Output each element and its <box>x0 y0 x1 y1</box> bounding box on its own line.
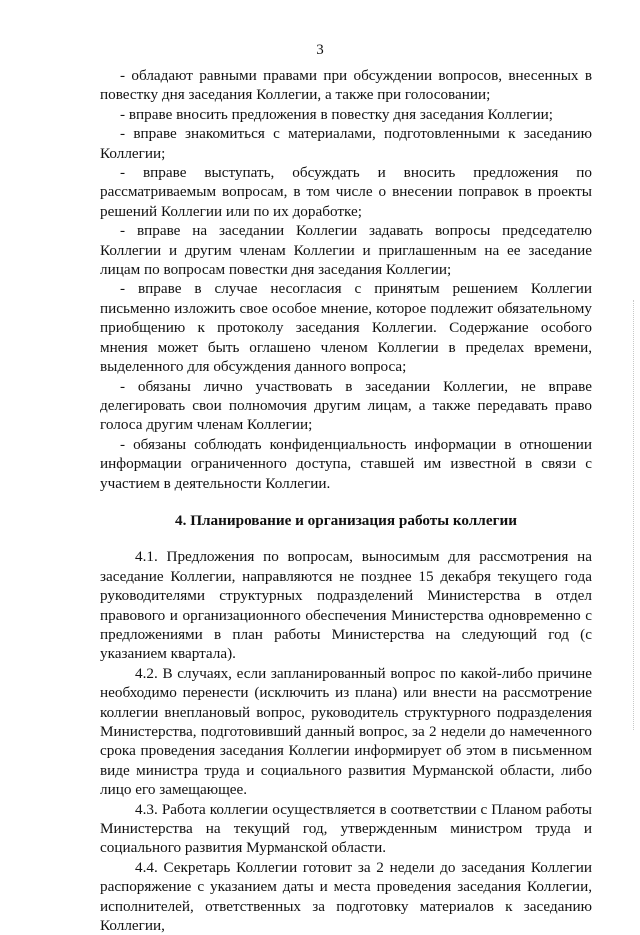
rights-item: - вправе знакомиться с материалами, подготовленными к заседанию Коллегии; <box>100 125 592 162</box>
rights-item: - обладают равными правами при обсуждении вопросов, внесенных в повестку дня заседания Коллегии, а также при голосовании; <box>100 67 592 104</box>
rights-item: - обязаны лично участвовать в заседании Коллегии, не вправе делегировать свои полномочия другим лицам, а также передавать право голоса другим членам Коллегии; <box>100 377 592 434</box>
section-paragraph: 4.3. Работа коллегии осуществляется в соответствии с Планом работы Министерства на текущий год, утвержденным министром труда и социального развития Мурманской области. <box>100 800 592 857</box>
rights-item: - вправе вносить предложения в повестку дня заседания Коллегии; <box>120 105 554 123</box>
rights-item: - вправе в случае несогласия с принятым решением Коллегии письменно изложить свое особое мнение, которое подлежит обязательному приобщению к протоколу заседания Коллегии. Содержание особого мнения может быть оглашено членом Коллегии в пределах времени, выделенного для обсуждения данного вопроса; <box>100 280 592 376</box>
section-paragraph: 4.2. В случаях, если запланированный вопрос по какой-либо причине необходимо перенести (исключить из плана) или внести на рассмотрение коллегии внеплановый вопрос, руководитель структурного подразделения Министерства, подготовивший данный вопрос, за 2 недели до намеченного срока проведения заседания Коллегии информирует об этом в письменном виде министра труда и социального развития Мурманской области, либо лицо его замещающее. <box>100 664 592 799</box>
section-heading: 4. Планирование и организация работы коллегии <box>175 511 517 529</box>
scan-edge-mark <box>631 300 634 730</box>
rights-item: - вправе выступать, обсуждать и вносить предложения по рассматриваемым вопросам, в том числе о внесении поправок в проекты решений Коллегии или по их доработке; <box>100 164 592 220</box>
rights-item: - вправе на заседании Коллегии задавать вопросы председателю Коллегии и другим членам Коллегии и приглашенным на ее заседание лицам по вопросам повестки дня заседания Коллегии; <box>100 222 592 279</box>
document-body <box>100 66 592 935</box>
section-paragraph: 4.1. Предложения по вопросам, выносимым для рассмотрения на заседание Коллегии, направляются не позднее 15 декабря текущего года руководителями структурных подразделений Министерства в отдел правового и организационного обеспечения Министерства одновременно с предложениями в план работы Министерства на следующий год (с указанием квартала). <box>100 548 592 663</box>
rights-item: - обязаны соблюдать конфиденциальность информации в отношении информации ограниченного доступа, ставшей им известной в связи с участием в деятельности Коллегии. <box>100 435 592 492</box>
page-number: 3 <box>316 42 324 58</box>
section-paragraph: 4.4. Секретарь Коллегии готовит за 2 недели до заседания Коллегии распоряжение с указанием даты и места проведения заседания Коллегии, исполнителей, ответственных за подготовку материалов к заседанию Коллегии, <box>100 858 592 935</box>
